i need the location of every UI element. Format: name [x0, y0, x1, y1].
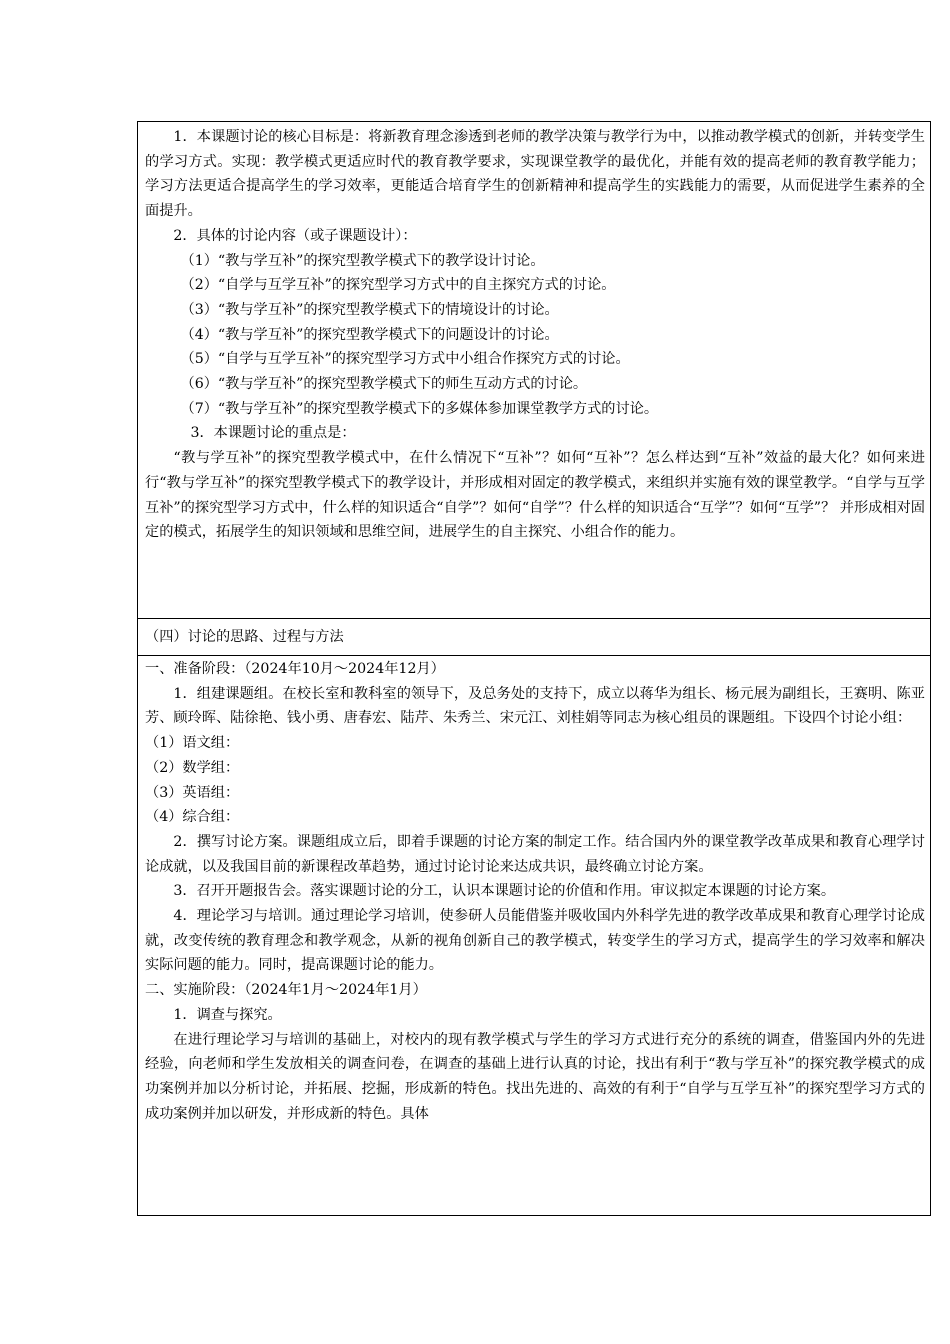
key-points-paragraph: “教与学互补”的探究型教学模式中，在什么情况下“互补”？如何“互补”？怎么样达到“互补”效益的最大化？如何来进行“教与学互补”的探究型教学模式下的教学设计，并形成相对固定的教学模式，来组织并实施有效的课堂教学。“自学与互学互补”的探究型学习方式中，什么样的知识适合“自学”？如何“自学”？什么样的知识适合“互学”？如何“互学”？ 并形成相对固定的模式，拓展学生的知识领域和思维空间，进展学生的自主探究、小组合作的能力。	[145, 450, 925, 541]
stage1-paragraph-3: 3．召开开题报告会。落实课题讨论的分工，认识本课题讨论的价值和作用。审议拟定本课题的讨论方案。	[173, 883, 836, 900]
research-goals-cell	[138, 122, 930, 618]
stage1-paragraph-4: 4．理论学习与培训。通过理论学习培训，使参研人员能借鉴并吸收国内外科学先进的教学改革成果和教育心理学讨论成就，改变传统的教育理念和教学观念，从新的视角创新自己的教学模式，转变学生的学习方式，提高学生的学习效率和解决实际问题的能力。同时，提高课题讨论的能力。	[145, 908, 925, 974]
section-heading-cell	[138, 618, 930, 655]
stage2-paragraph-1: 1．调查与探究。	[173, 1006, 282, 1023]
research-item: （2）“自学与互学互补”的探究型学习方式中的自主探究方式的讨论。	[180, 277, 616, 294]
stage1-paragraph-1: 1．组建课题组。在校长室和教科室的领导下，及总务处的支持下，成立以蒋华为组长、杨元展为副组长，王赛明、陈亚芳、顾玲晖、陆徐艳、钱小勇、唐春宏、陆芹、朱秀兰、宋元江、刘桂娟等同志为核心组员的课题组。下设四个讨论小组：	[145, 685, 925, 727]
research-item: （3）“教与学互补”的探究型教学模式下的情境设计的讨论。	[180, 301, 559, 318]
stage-title: 一、准备阶段：（2024年10月～2024年12月）	[145, 661, 445, 677]
group-item: （4）综合组：	[145, 809, 240, 826]
stage1-paragraph-2: 2．撰写讨论方案。课题组成立后，即着手课题的讨论方案的制定工作。结合国内外的课堂教学改革成果和教育心理学讨论成就，以及我国目前的新课程改革趋势，通过讨论讨论来达成共识，最终确立讨论方案。	[145, 833, 925, 875]
research-item: （6）“教与学互补”的探究型教学模式下的师生互动方式的讨论。	[180, 376, 588, 393]
stage-title: 二、实施阶段：（2024年1月～2024年1月）	[145, 982, 427, 999]
research-item: （7）“教与学互补”的探究型教学模式下的多媒体参加课堂教学方式的讨论。	[180, 400, 659, 417]
research-item: （4）“教与学互补”的探究型教学模式下的问题设计的讨论。	[180, 326, 559, 343]
group-item: （1）语文组：	[145, 735, 240, 752]
group-item: （3）英语组：	[145, 784, 240, 801]
research-item: （1）“教与学互补”的探究型教学模式下的教学设计讨论。	[180, 252, 545, 269]
section-heading: （四）讨论的思路、过程与方法	[145, 629, 344, 645]
research-item: （5）“自学与互学互补”的探究型学习方式中小组合作探究方式的讨论。	[180, 351, 630, 368]
stage2-paragraph-2: 在进行理论学习与培训的基础上，对校内的现有教学模式与学生的学习方式进行充分的系统的调查，借鉴国内外的先进经验，向老师和学生发放相关的调查问卷，在调查的基础上进行认真的讨论，找出有利于“教与学互补”的探究教学模式的成功案例并加以分析讨论，并拓展、挖掘，形成新的特色。找出先进的、高效的有利于“自学与互学互补”的探究型学习方式的成功案例并加以研发，并形成新的特色。具体	[145, 1031, 925, 1122]
research-content-heading: 2．具体的讨论内容（或子课题设计）：	[173, 227, 417, 244]
key-points-heading: 3．本课题讨论的重点是：	[190, 425, 356, 442]
document-table	[137, 121, 931, 1216]
methods-cell	[138, 655, 930, 1215]
core-goal-paragraph: 1．本课题讨论的核心目标是：将新教育理念渗透到老师的教学决策与教学行为中，以推动教学模式的创新，并转变学生的学习方式。实现：教学模式更适应时代的教育教学要求，实现课堂教学的最优化，并能有效的提高老师的教育教学能力；学习方法更适合提高学生的学习效率，更能适合培育学生的创新精神和提高学生的实践能力的需要，从而促进学生素养的全面提升。	[145, 129, 925, 220]
group-item: （2）数学组：	[145, 759, 240, 776]
